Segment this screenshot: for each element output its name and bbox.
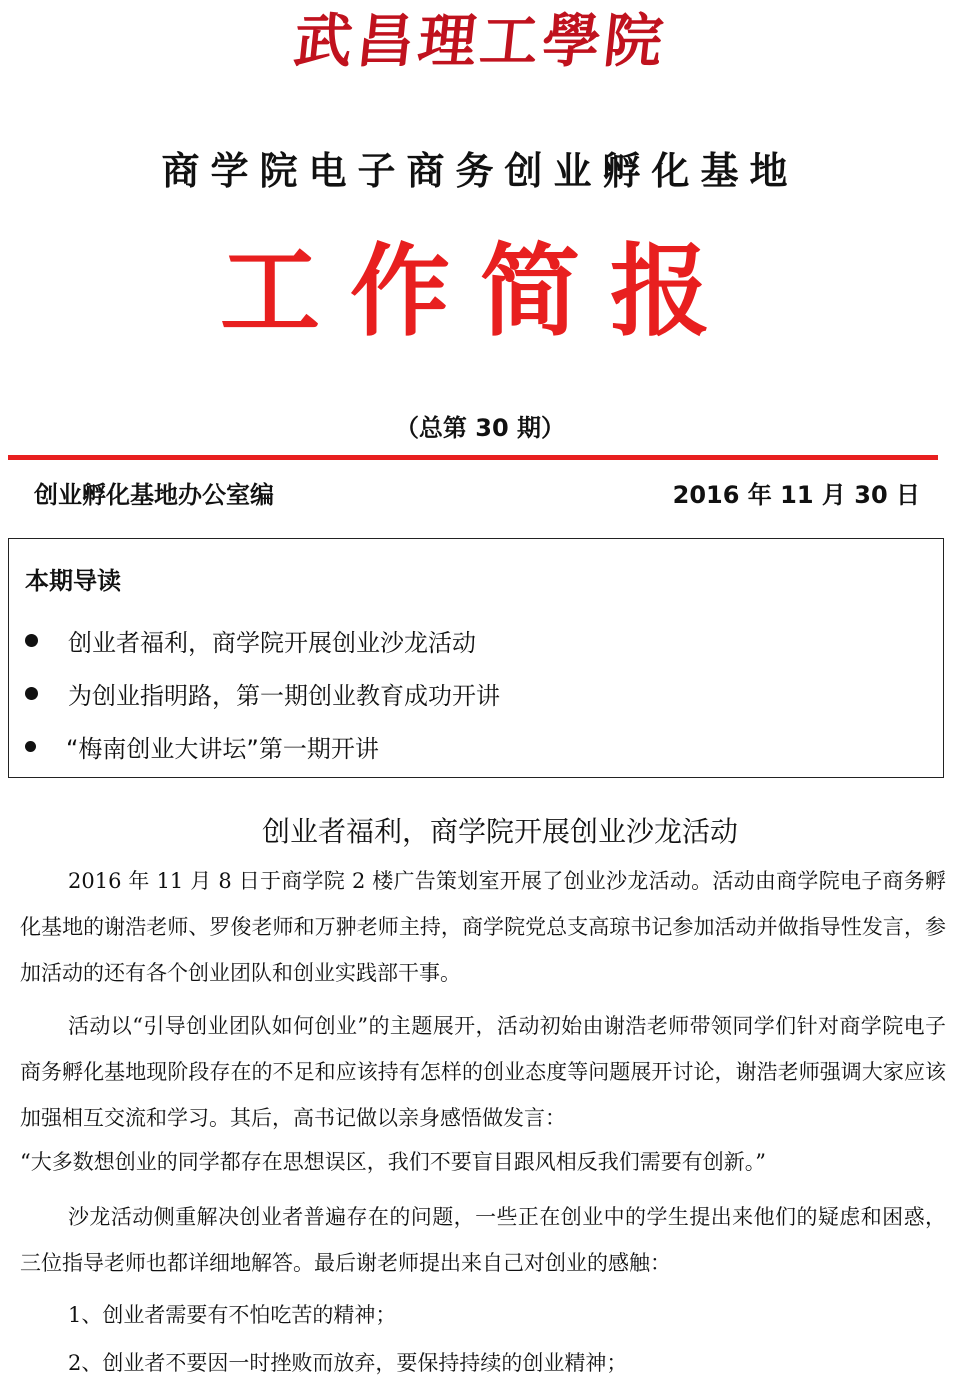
guide-item-label: 为创业指明路，第一期创业教育成功开讲: [68, 682, 500, 710]
article-paragraph: 沙龙活动侧重解决创业者普遍存在的问题，一些正在创业中的学生提出来他们的疑虑和困惑，三位指导老师也都详细地解答。最后谢老师提出来自己对创业的感触：: [20, 1205, 946, 1275]
article-paragraph: 2016 年 11 月 8 日于商学院 2 楼广告策划室开展了创业沙龙活动。活动由商学院电子商务孵化基地的谢浩老师、罗俊老师和万翀老师主持，商学院党总支高琼书记参加活动并做指导性发言，参加活动的还有各个创业团队和创业实践部干事。: [20, 869, 946, 985]
article-title: 创业者福利，商学院开展创业沙龙活动: [261, 815, 738, 848]
bullet-icon: [25, 741, 36, 752]
red-divider-rule: [8, 455, 938, 460]
guide-item-label: “梅南创业大讲坛”第一期开讲: [66, 735, 379, 763]
guide-item: [25, 729, 379, 764]
issue-guide-box: [8, 538, 944, 778]
guide-item: [25, 623, 476, 658]
article-list-item: 1、创业者需要有不怕吃苦的精神；: [68, 1303, 397, 1327]
article-quote: “大多数想创业的同学都存在思想误区，我们不要盲目跟风相反我们需要有创新。”: [20, 1150, 766, 1174]
bulletin-main-title: 工作简报: [220, 233, 740, 350]
guide-title: 本期导读: [25, 567, 121, 595]
publish-date: 2016 年 11 月 30 日: [672, 481, 920, 509]
bullet-icon: [25, 634, 38, 647]
article-list-item: 2、创业者不要因一时挫败而放弃，要保持持续的创业精神；: [68, 1351, 628, 1375]
guide-item: [25, 676, 500, 711]
issue-number: （总第 30 期）: [394, 414, 566, 442]
school-logo-calligraphy: 武昌理工學院: [290, 7, 670, 75]
editor-office: 创业孵化基地办公室编: [34, 481, 274, 509]
bullet-icon: [25, 687, 38, 700]
article-paragraph: 活动以“引导创业团队如何创业”的主题展开，活动初始由谢浩老师带领同学们针对商学院电子商务孵化基地现阶段存在的不足和应该持有怎样的创业态度等问题展开讨论，谢浩老师强调大家应该加强相互交流和学习。其后，高书记做以亲身感悟做发言：: [20, 1014, 946, 1130]
base-subtitle: 商学院电子商务创业孵化基地: [161, 149, 799, 193]
guide-item-label: 创业者福利，商学院开展创业沙龙活动: [68, 629, 476, 657]
